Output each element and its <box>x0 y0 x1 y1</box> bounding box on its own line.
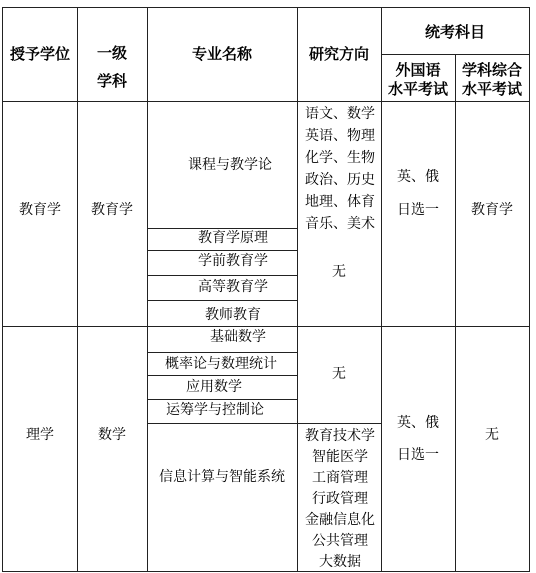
sci-major-5: 信息计算与智能系统 <box>159 469 285 485</box>
edu-major-3: 学前教育学 <box>198 253 268 269</box>
col-divider-1 <box>77 7 78 572</box>
header-foreign-line2: 水平考试 <box>387 80 449 98</box>
edu-direction: 音乐、美术 <box>305 216 375 232</box>
edu-major-1: 课程与教学论 <box>188 157 272 173</box>
header-discipline-line2: 学科 <box>96 72 128 90</box>
header-subject-line2: 水平考试 <box>461 80 523 98</box>
header-major: 专业名称 <box>191 45 253 63</box>
sci-degree: 理学 <box>26 427 54 443</box>
sci-major-4: 运筹学与控制论 <box>166 402 264 418</box>
table-border-right <box>529 7 530 572</box>
edu-subject: 教育学 <box>471 202 513 218</box>
sci-discipline: 数学 <box>98 427 126 443</box>
sci-major-3: 应用数学 <box>186 379 242 395</box>
sci-direction: 教育技术学 <box>305 428 375 444</box>
header-direction: 研究方向 <box>308 45 370 63</box>
col-divider-5 <box>455 54 456 572</box>
edu-directions <box>305 103 375 235</box>
sci-direction: 工商管理 <box>312 470 368 486</box>
edu-direction: 化学、生物 <box>305 150 375 166</box>
table-border-top <box>2 7 529 8</box>
edu-direction: 政治、历史 <box>305 172 375 188</box>
col-divider-2 <box>147 7 148 572</box>
edu-direction: 语文、数学 <box>305 106 375 122</box>
sci-subject: 无 <box>485 427 499 443</box>
major-divider-8 <box>147 423 381 424</box>
edu-discipline: 教育学 <box>91 202 133 218</box>
col-divider-4 <box>381 7 382 572</box>
major-divider-3 <box>147 275 297 276</box>
header-discipline-line1: 一级 <box>96 44 128 62</box>
edu-major-5: 教师教育 <box>205 307 261 323</box>
header-foreign-line1: 外国语 <box>395 61 441 79</box>
header-degree: 授予学位 <box>9 45 71 63</box>
sci-major-1: 基础数学 <box>210 329 266 345</box>
edu-foreign-line1: 英、俄 <box>397 169 439 185</box>
sci-direction: 金融信息化 <box>305 512 375 528</box>
header-bottom-line <box>2 101 529 102</box>
major-divider-5 <box>147 352 297 353</box>
edu-major-4: 高等教育学 <box>198 279 268 295</box>
major-divider-2 <box>147 250 297 251</box>
major-divider-6 <box>147 375 297 376</box>
major-divider-4 <box>147 300 297 301</box>
sci-direction: 行政管理 <box>312 491 368 507</box>
major-divider-7 <box>147 399 297 400</box>
header-exam: 统考科目 <box>424 23 486 41</box>
section-divider <box>2 326 529 327</box>
table-border-left <box>2 7 3 572</box>
edu-direction: 英语、物理 <box>305 128 375 144</box>
sci-direction-none: 无 <box>332 366 346 382</box>
col-divider-3 <box>297 7 298 572</box>
sci-direction: 公共管理 <box>312 533 368 549</box>
edu-major-2: 教育学原理 <box>198 230 268 246</box>
edu-foreign-line2: 日选一 <box>397 202 439 218</box>
header-subject-line1: 学科综合 <box>461 61 523 79</box>
sci-foreign-line2: 日选一 <box>397 447 439 463</box>
sci-foreign-line1: 英、俄 <box>397 415 439 431</box>
sci-direction: 大数据 <box>319 554 361 570</box>
edu-degree: 教育学 <box>19 202 61 218</box>
sci-directions <box>305 426 375 573</box>
sci-direction: 智能医学 <box>312 449 368 465</box>
edu-direction: 地理、体育 <box>305 194 375 210</box>
edu-direction-none: 无 <box>332 264 346 280</box>
sci-major-2: 概率论与数理统计 <box>165 356 277 372</box>
